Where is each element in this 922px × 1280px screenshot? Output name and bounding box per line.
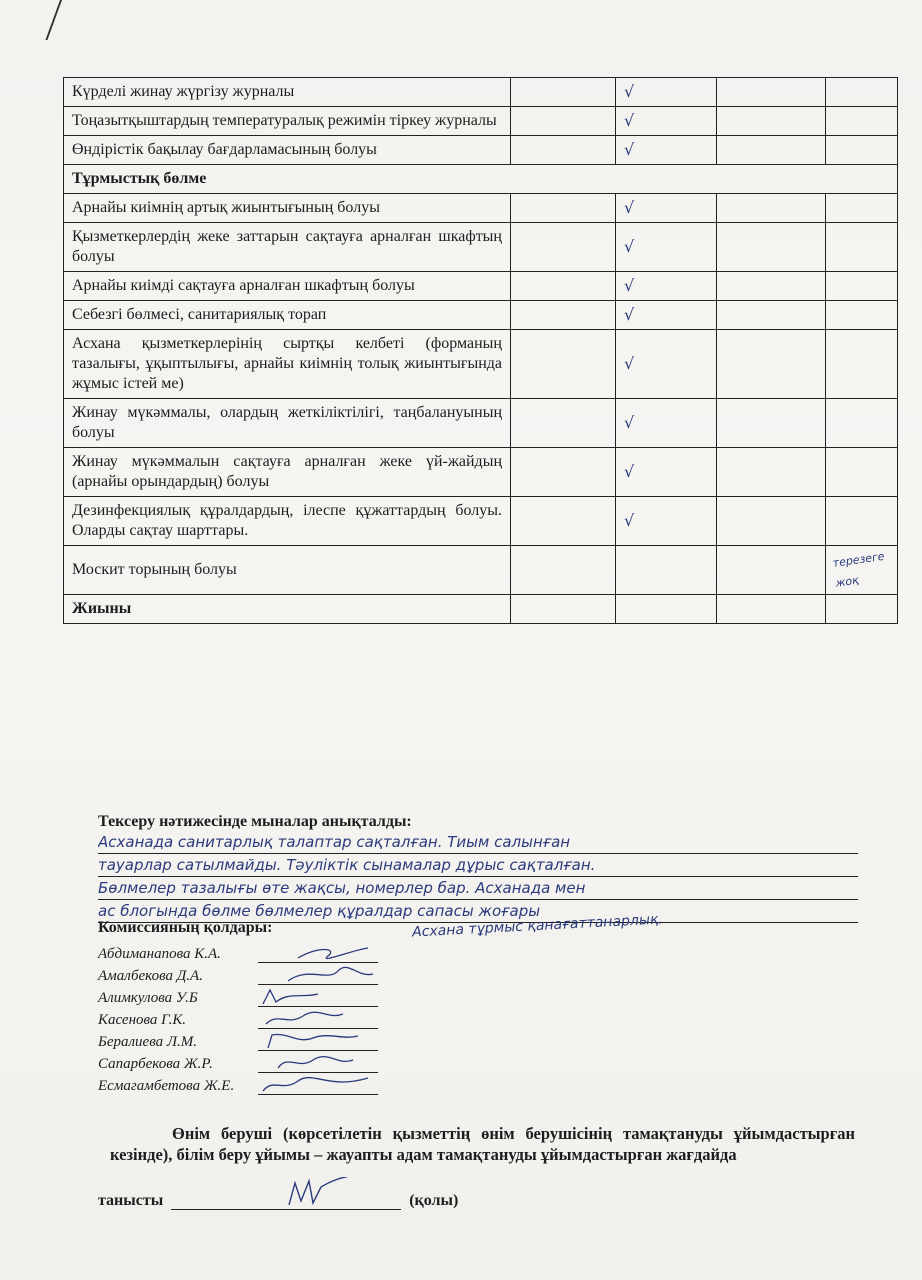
empty-cell <box>511 136 616 165</box>
signature-line <box>258 1076 378 1095</box>
signature-scribble <box>258 1010 378 1028</box>
note-cell <box>826 399 898 448</box>
empty-cell <box>717 301 826 330</box>
criterion-cell: Күрделі жинау жүргізу журналы <box>64 78 511 107</box>
empty-cell <box>717 497 826 546</box>
commission-member <box>98 1029 378 1051</box>
table-row <box>64 194 898 223</box>
check-mark-cell: √ <box>616 223 717 272</box>
findings-line: Асханада санитарлық талаптар сақталған. Тиым салынған <box>98 831 858 854</box>
commission-member <box>98 1051 378 1073</box>
table-row <box>64 78 898 107</box>
check-mark-cell: √ <box>616 107 717 136</box>
table-row <box>64 223 898 272</box>
check-mark-cell: √ <box>616 272 717 301</box>
empty-cell <box>717 194 826 223</box>
empty-cell <box>511 107 616 136</box>
signature-scribble <box>258 944 378 962</box>
commission-member <box>98 985 378 1007</box>
check-mark-cell: √ <box>616 301 717 330</box>
note-cell <box>826 330 898 399</box>
empty-cell <box>511 595 616 624</box>
signature-scribble <box>258 1076 378 1094</box>
signature-line <box>258 1032 378 1051</box>
handwritten-note: терезеге жоқ <box>831 549 886 590</box>
check-mark-cell: √ <box>616 194 717 223</box>
empty-cell <box>511 330 616 399</box>
empty-cell <box>717 78 826 107</box>
findings-lines <box>98 831 858 923</box>
findings-line-extra: Асхана тұрмыс қанағаттанарлық. <box>411 911 664 941</box>
criterion-cell: Арнайы киімді сақтауға арналған шкафтың болуы <box>64 272 511 301</box>
empty-cell <box>717 272 826 301</box>
commission-member <box>98 1007 378 1029</box>
signature-scribble <box>258 988 378 1006</box>
note-cell <box>826 272 898 301</box>
signature-line <box>258 988 378 1007</box>
empty-cell <box>511 399 616 448</box>
check-mark-cell: √ <box>616 448 717 497</box>
note-cell <box>826 194 898 223</box>
member-name: Алимкулова У.Б <box>98 990 198 1006</box>
commission-member <box>98 963 378 985</box>
table-row <box>64 497 898 546</box>
note-cell <box>826 223 898 272</box>
signature-scribble <box>171 1177 401 1207</box>
check-mark-cell <box>616 595 717 624</box>
criterion-cell: Дезинфекциялық құралдардың, ілеспе құжаттардың болуы. Оларды сақтау шарттары. <box>64 497 511 546</box>
criterion-cell: Арнайы киімнің артық жиынтығының болуы <box>64 194 511 223</box>
acquaintance-line <box>98 1191 458 1210</box>
table-row <box>64 330 898 399</box>
empty-cell <box>511 301 616 330</box>
member-name: Сапарбекова Ж.Р. <box>98 1056 213 1072</box>
criterion-cell: Тоңазытқыштардың температуралық режимін тіркеу журналы <box>64 107 511 136</box>
check-mark-cell <box>616 546 717 595</box>
criterion-cell: Асхана қызметкерлерінің сыртқы келбеті (форманың тазалығы, ұқыптылығы, арнайы киімнің толық жиынтығында жұмыс істей ме) <box>64 330 511 399</box>
signature-scribble <box>258 1032 378 1050</box>
table-row <box>64 546 898 595</box>
checklist-table <box>63 77 898 624</box>
empty-cell <box>511 448 616 497</box>
criterion-cell: Қызметкерлердің жеке заттарын сақтауға арналған шкафтың болуы <box>64 223 511 272</box>
note-cell <box>826 78 898 107</box>
signature-line <box>258 1054 378 1073</box>
commission-member <box>98 1073 378 1095</box>
empty-cell <box>511 223 616 272</box>
check-mark-cell: √ <box>616 136 717 165</box>
member-name: Абдиманапова К.А. <box>98 946 221 962</box>
commission-member-list <box>98 941 378 1095</box>
findings-line: тауарлар сатылмайды. Тәуліктік сынамалар дұрыс сақталған. <box>98 854 858 877</box>
check-mark-cell: √ <box>616 497 717 546</box>
empty-cell <box>717 399 826 448</box>
signature-line <box>258 966 378 985</box>
member-name: Есмагамбетова Ж.Е. <box>98 1078 235 1094</box>
note-cell <box>826 595 898 624</box>
signature-scribble <box>258 1054 378 1072</box>
empty-cell <box>717 595 826 624</box>
criterion-cell: Москит торының болуы <box>64 546 511 595</box>
findings-line: ас блогында бөлме бөлмелер құралдар сапасы жоғары <box>98 900 858 923</box>
table-row <box>64 448 898 497</box>
member-name: Бералиева Л.М. <box>98 1034 198 1050</box>
check-mark-cell: √ <box>616 330 717 399</box>
section-row <box>64 165 898 194</box>
criterion-cell: Өндірістік бақылау бағдарламасының болуы <box>64 136 511 165</box>
criterion-cell: Жинау мүкәммалын сақтауға арналған жеке үй-жайдың (арнайы орындардың) болуы <box>64 448 511 497</box>
note-cell <box>826 448 898 497</box>
acquainted-label: танысты <box>98 1192 164 1209</box>
note-cell <box>826 546 898 595</box>
note-cell <box>826 497 898 546</box>
table-row <box>64 272 898 301</box>
table-row <box>64 107 898 136</box>
section-title: Тұрмыстық бөлме <box>64 165 898 194</box>
note-cell <box>826 107 898 136</box>
signature-line <box>258 1010 378 1029</box>
commission-title: Комиссияның қолдары: <box>98 919 273 936</box>
paper-corner-fold <box>0 0 62 40</box>
findings-title: Тексеру нәтижесінде мыналар анықталды: <box>98 813 412 830</box>
member-name: Касенова Г.К. <box>98 1012 187 1028</box>
closing-paragraph: Өнім беруші (көрсетілетін қызметтің өнім берушісінің тамақтануды ұйымдастырған кезінде), білім беру ұйымы – жауапты адам тамақтануды ұйымдастырған жағдайда <box>110 1124 855 1164</box>
criterion-cell: Себезгі бөлмесі, санитариялық торап <box>64 301 511 330</box>
table-row <box>64 399 898 448</box>
empty-cell <box>511 78 616 107</box>
signature-scribble <box>258 966 378 984</box>
member-name: Амалбекова Д.А. <box>98 968 203 984</box>
commission-member <box>98 941 378 963</box>
empty-cell <box>717 107 826 136</box>
table-row <box>64 301 898 330</box>
empty-cell <box>717 448 826 497</box>
empty-cell <box>511 194 616 223</box>
signature-line <box>171 1191 401 1210</box>
empty-cell <box>717 136 826 165</box>
note-cell <box>826 136 898 165</box>
criterion-cell: Жиыны <box>64 595 511 624</box>
empty-cell <box>717 223 826 272</box>
table-row <box>64 136 898 165</box>
empty-cell <box>511 546 616 595</box>
sign-label: (қолы) <box>409 1192 459 1209</box>
check-mark-cell: √ <box>616 78 717 107</box>
empty-cell <box>511 497 616 546</box>
note-cell <box>826 301 898 330</box>
total-row <box>64 595 898 624</box>
findings-line: Бөлмелер тазалығы өте жақсы, номерлер бар. Асханада мен <box>98 877 858 900</box>
signature-line <box>258 944 378 963</box>
check-mark-cell: √ <box>616 399 717 448</box>
empty-cell <box>717 330 826 399</box>
criterion-cell: Жинау мүкәммалы, олардың жеткіліктілігі, таңбалануының болуы <box>64 399 511 448</box>
empty-cell <box>717 546 826 595</box>
empty-cell <box>511 272 616 301</box>
